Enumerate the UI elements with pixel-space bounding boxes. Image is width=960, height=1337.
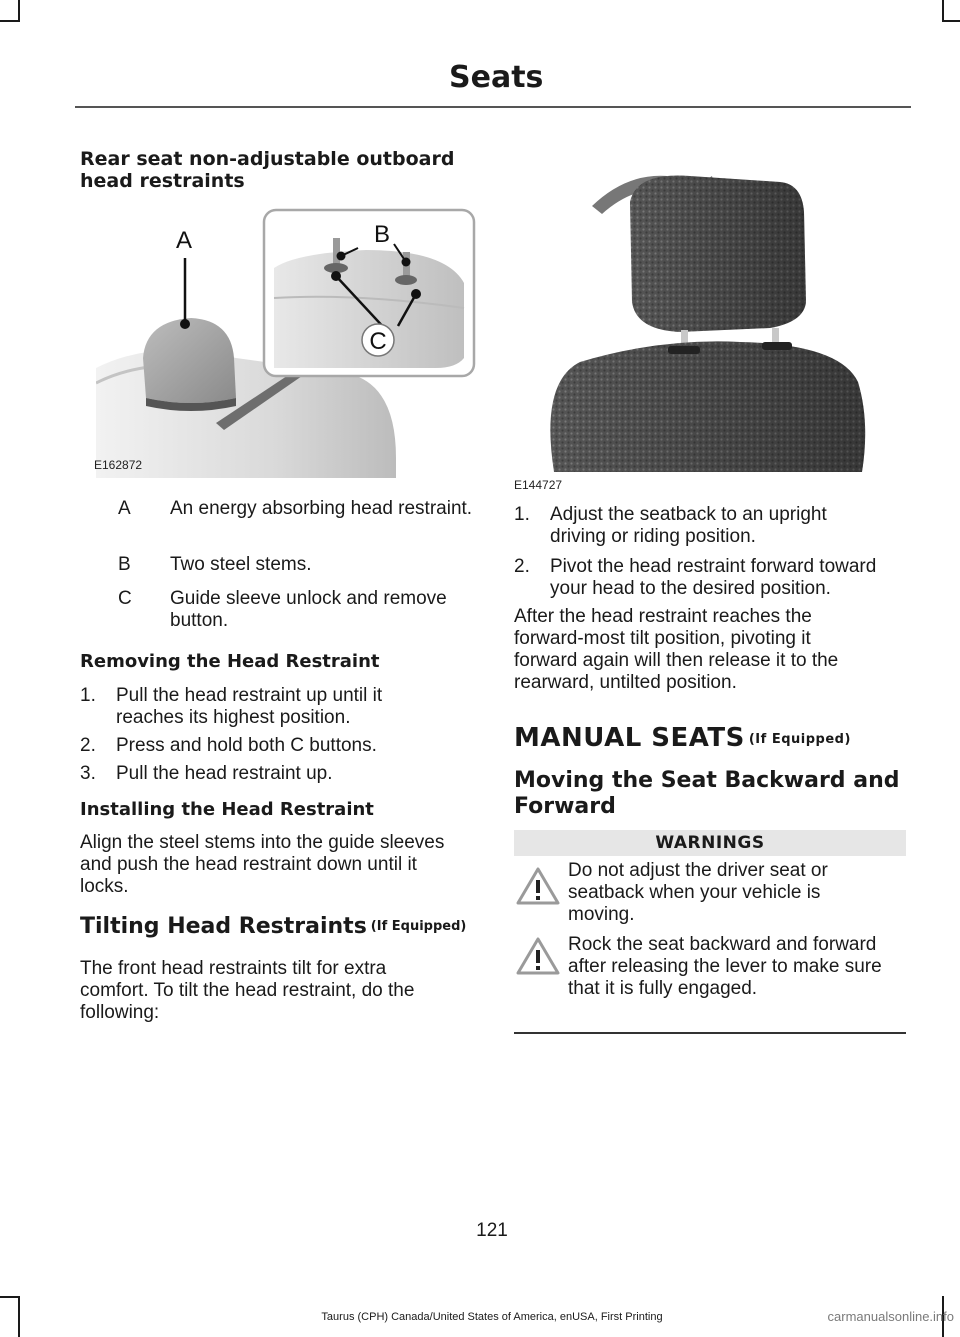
text-line: Align the steel stems into the guide sleeves bbox=[80, 832, 445, 853]
equipped-note: (If Equipped) bbox=[748, 732, 851, 747]
list-text: your head to the desired position. bbox=[550, 578, 831, 599]
tilting-head-restraint-figure bbox=[540, 162, 880, 472]
tilting-heading bbox=[80, 914, 466, 940]
rear-head-restraint-figure bbox=[96, 208, 476, 478]
header-rule bbox=[75, 106, 911, 108]
heading-line: Moving the Seat Backward and bbox=[514, 768, 900, 793]
legend-text: An energy absorbing head restraint. bbox=[170, 498, 473, 519]
text-line: seatback when your vehicle is bbox=[568, 882, 821, 903]
warning-triangle-icon bbox=[516, 866, 560, 906]
text-line: locks. bbox=[80, 876, 129, 897]
list-item bbox=[80, 763, 476, 785]
callout-a: A bbox=[175, 227, 193, 254]
rear-restraints-heading: Rear seat non-adjustable outboard head restraints bbox=[80, 148, 455, 192]
text-line: that it is fully engaged. bbox=[568, 978, 758, 999]
callout-c: C bbox=[369, 328, 387, 355]
list-text: driving or riding position. bbox=[550, 526, 756, 547]
list-text: Pivot the head restraint forward toward bbox=[550, 556, 877, 577]
watermark: carmanualsonline.info bbox=[827, 1309, 954, 1324]
text-line: comfort. To tilt the head restraint, do the bbox=[80, 980, 415, 1001]
after-tilt-text bbox=[514, 606, 906, 694]
text-line: following: bbox=[80, 1002, 160, 1023]
text-line: after releasing the lever to make sure bbox=[568, 956, 882, 977]
list-number: 2. bbox=[80, 735, 96, 756]
warning-text bbox=[568, 860, 908, 926]
text-line: moving. bbox=[568, 904, 635, 925]
warning-triangle-icon bbox=[516, 936, 560, 976]
legend-row bbox=[80, 588, 476, 632]
legend-row bbox=[80, 554, 476, 576]
list-item bbox=[80, 735, 476, 757]
manual-seats-heading-text: MANUAL SEATS bbox=[514, 723, 745, 753]
list-number: 2. bbox=[514, 556, 530, 577]
crop-mark bbox=[0, 1296, 20, 1298]
crop-mark bbox=[942, 20, 960, 22]
equipped-note: (If Equipped) bbox=[370, 919, 467, 934]
list-item bbox=[514, 556, 906, 600]
footer-text: Taurus (CPH) Canada/United States of America, enUSA, First Printing bbox=[321, 1311, 663, 1323]
legend-row bbox=[80, 498, 476, 542]
list-number: 3. bbox=[80, 763, 96, 784]
list-text: Pull the head restraint up. bbox=[116, 763, 333, 784]
warning-text bbox=[568, 934, 908, 1000]
removing-heading: Removing the Head Restraint bbox=[80, 651, 380, 672]
list-item bbox=[80, 685, 476, 729]
heading-line: Forward bbox=[514, 794, 616, 819]
text-line: After the head restraint reaches the bbox=[514, 606, 812, 627]
crop-mark bbox=[942, 0, 944, 22]
list-text: Pull the head restraint up until it bbox=[116, 685, 383, 706]
text-line: Rock the seat backward and forward bbox=[568, 934, 877, 955]
text-line: rearward, untilted position. bbox=[514, 672, 737, 693]
crop-mark bbox=[18, 0, 20, 22]
text-line: forward again will then release it to the bbox=[514, 650, 839, 671]
installing-heading: Installing the Head Restraint bbox=[80, 799, 374, 820]
callout-b: B bbox=[373, 221, 391, 248]
tilting-text bbox=[80, 958, 480, 1024]
list-number: 1. bbox=[80, 685, 96, 706]
legend-key: B bbox=[118, 554, 131, 575]
manual-seats-heading bbox=[514, 723, 851, 753]
crop-mark bbox=[0, 20, 20, 22]
list-number: 1. bbox=[514, 504, 530, 525]
legend-key: C bbox=[118, 588, 132, 609]
tilting-heading-text: Tilting Head Restraints bbox=[80, 914, 367, 939]
page-title: Seats bbox=[449, 60, 544, 95]
text-line: Do not adjust the driver seat or bbox=[568, 860, 828, 881]
list-text: reaches its highest position. bbox=[116, 707, 351, 728]
list-item bbox=[514, 504, 906, 548]
list-text: Press and hold both C buttons. bbox=[116, 735, 377, 756]
warnings-bottom-rule bbox=[514, 1032, 906, 1034]
moving-seat-heading bbox=[514, 768, 899, 820]
list-text: Adjust the seatback to an upright bbox=[550, 504, 827, 525]
legend-key: A bbox=[118, 498, 131, 519]
text-line: and push the head restraint down until it bbox=[80, 854, 417, 875]
figure-id: E144727 bbox=[514, 478, 563, 492]
text-line: The front head restraints tilt for extra bbox=[80, 958, 387, 979]
warnings-header: WARNINGS bbox=[514, 830, 906, 856]
legend-text: Guide sleeve unlock and remove button. bbox=[170, 588, 447, 631]
installing-text bbox=[80, 832, 480, 898]
text-line: forward-most tilt position, pivoting it bbox=[514, 628, 811, 649]
page-number: 121 bbox=[476, 1220, 508, 1241]
figure-id: E162872 bbox=[94, 458, 143, 472]
legend-text: Two steel stems. bbox=[170, 554, 312, 575]
